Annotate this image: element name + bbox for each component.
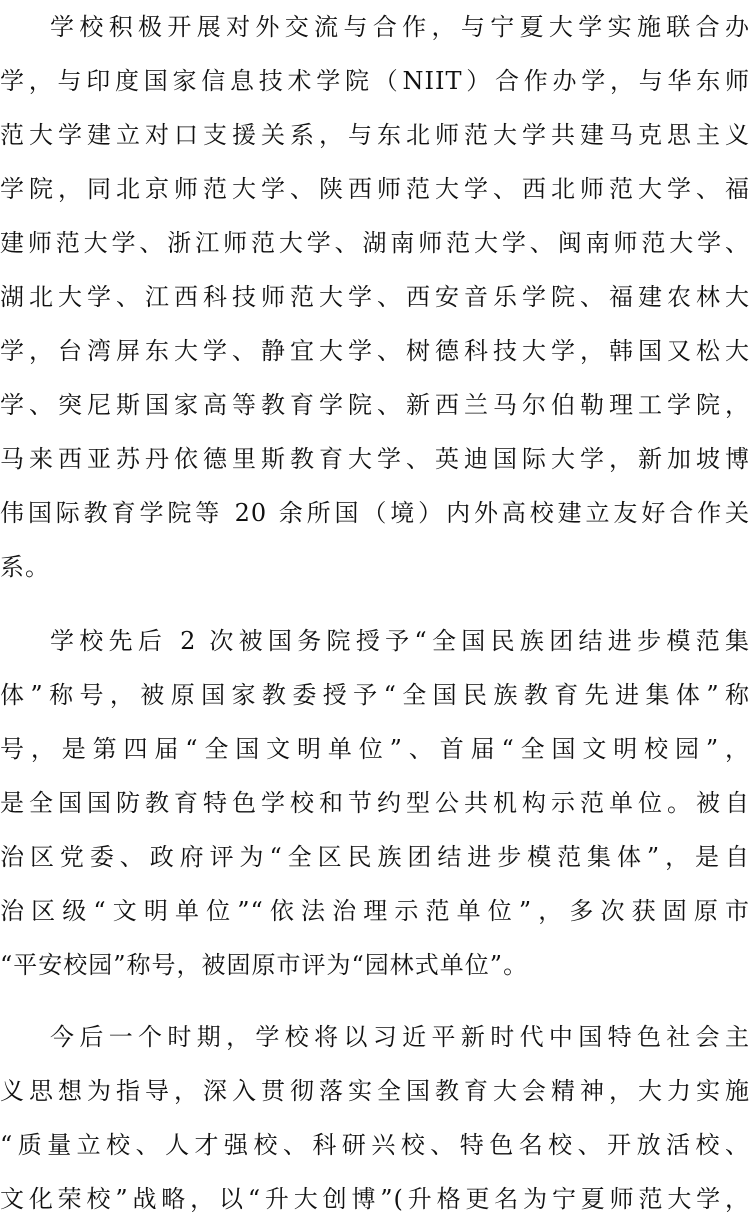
paragraph-1-line-8: 学、突尼斯国家高等教育学院、新西兰马尔伯勒理工学院， — [0, 391, 750, 419]
paragraph-2-line-7: “平安校园”称号，被固原市评为“园林式单位”。 — [0, 951, 529, 979]
paragraph-3-line-2: 义思想为指导，深入贯彻落实全国教育大会精神，大力实施 — [0, 1077, 750, 1105]
paragraph-1-line-1: 学校积极开展对外交流与合作，与宁夏大学实施联合办 — [50, 13, 750, 41]
paragraph-1-line-6: 湖北大学、江西科技师范大学、西安音乐学院、福建农林大 — [0, 283, 750, 311]
paragraph-2-line-3: 号，是第四届“全国文明单位”、首届“全国文明校园”， — [0, 735, 750, 763]
paragraph-3-line-1: 今后一个时期，学校将以习近平新时代中国特色社会主 — [50, 1023, 750, 1051]
paragraph-1-line-4: 学院，同北京师范大学、陕西师范大学、西北师范大学、福 — [0, 175, 750, 203]
paragraph-1-line-11: 系。 — [0, 553, 50, 581]
paragraph-2-line-5: 治区党委、政府评为“全区民族团结进步模范集体”，是自 — [0, 843, 750, 871]
paragraph-2-line-4: 是全国国防教育特色学校和节约型公共机构示范单位。被自 — [0, 789, 750, 817]
paragraph-3-line-4: 文化荣校”战略，以“升大创博”(升格更名为宁夏师范大学， — [0, 1185, 750, 1213]
paragraph-1-line-9: 马来西亚苏丹依德里斯教育大学、英迪国际大学，新加坡博 — [0, 445, 750, 473]
paragraph-1-line-2: 学，与印度国家信息技术学院（NIIT）合作办学，与华东师 — [0, 67, 750, 95]
paragraph-1-line-10: 伟国际教育学院等 20 余所国（境）内外高校建立友好合作关 — [0, 499, 750, 527]
paragraph-1-line-3: 范大学建立对口支援关系，与东北师范大学共建马克思主义 — [0, 121, 750, 149]
paragraph-2-line-6: 治区级“文明单位”“依法治理示范单位”，多次获固原市 — [0, 897, 750, 925]
paragraph-2-line-1: 学校先后 2 次被国务院授予“全国民族团结进步模范集 — [50, 627, 750, 655]
paragraph-1-line-5: 建师范大学、浙江师范大学、湖南师范大学、闽南师范大学、 — [0, 229, 750, 257]
paragraph-1-line-7: 学，台湾屏东大学、静宜大学、树德科技大学，韩国又松大 — [0, 337, 750, 365]
paragraph-2-line-2: 体”称号，被原国家教委授予“全国民族教育先进集体”称 — [0, 681, 750, 709]
paragraph-3-line-3: “质量立校、人才强校、科研兴校、特色名校、开放活校、 — [0, 1131, 750, 1159]
